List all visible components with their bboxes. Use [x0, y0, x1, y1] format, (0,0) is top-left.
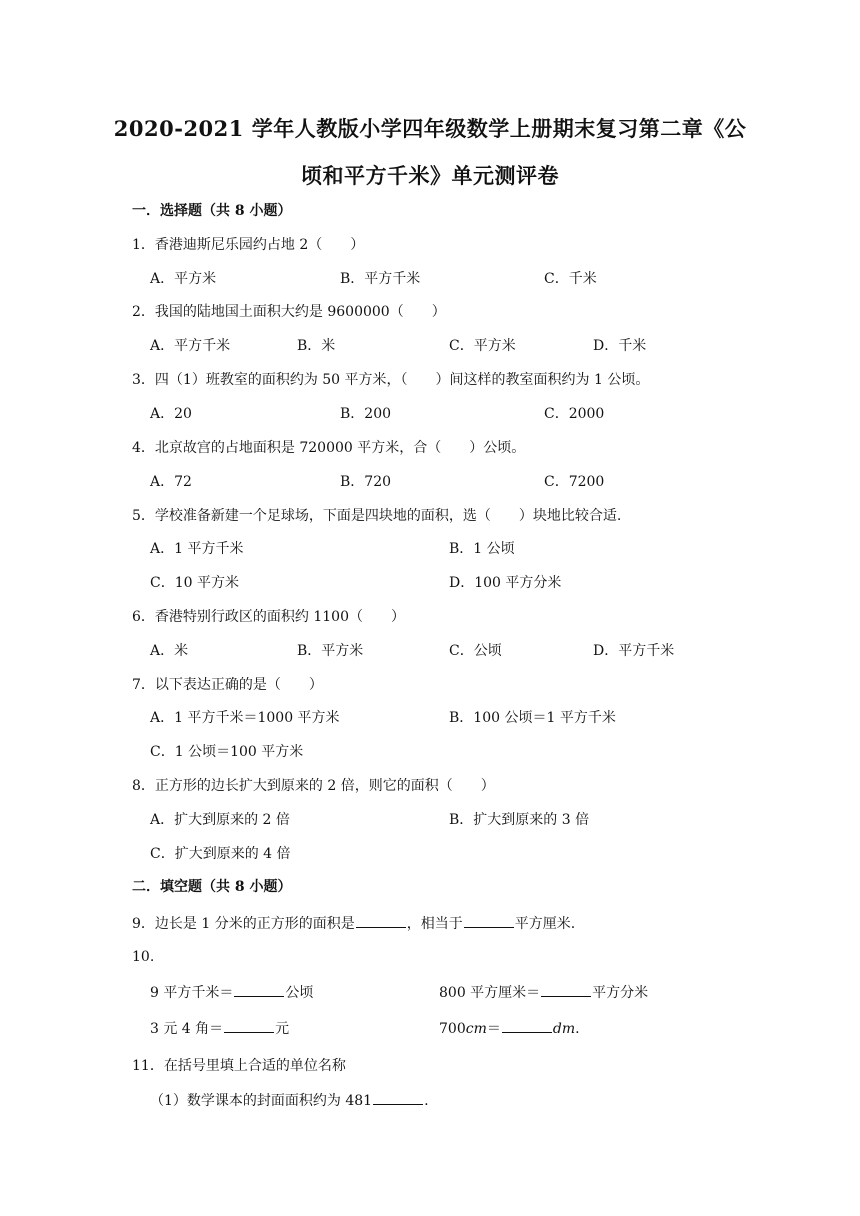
question-11-sub-1-end: .	[424, 1093, 429, 1109]
question-3-option-c: C．2000	[544, 406, 605, 422]
question-6-option-b: B．平方米	[297, 643, 364, 659]
question-10-d-unit-dm: dm	[552, 1021, 576, 1037]
question-3-option-b: B．200	[340, 406, 392, 422]
question-7-option-b: B．100 公顷＝1 平方千米	[449, 710, 616, 726]
question-7-option-c: C．1 公顷＝100 平方米	[150, 744, 304, 760]
question-10-b-unit: 平方分米	[592, 985, 649, 1001]
question-3-stem: 3．四（1）班教室的面积约为 50 平方米，（ ）间这样的教室面积约为 1 公顷。	[132, 372, 650, 388]
question-1-option-c: C．千米	[544, 271, 597, 287]
question-6-option-d: D．平方千米	[593, 643, 675, 659]
question-10-item-b	[439, 982, 648, 1003]
question-8-stem: 8．正方形的边长扩大到原来的 2 倍，则它的面积（ ）	[132, 778, 495, 794]
question-10-b-text: 800 平方厘米＝	[439, 985, 541, 1001]
question-4-option-b: B．720	[340, 474, 392, 490]
question-10-item-a	[150, 982, 313, 1003]
answer-blank[interactable]	[234, 982, 284, 997]
question-9-text-1: 9．边长是 1 分米的正方形的面积是	[132, 916, 355, 932]
question-5-option-d: D．100 平方分米	[449, 575, 562, 591]
question-3-option-a: A．20	[150, 406, 192, 422]
question-5-option-c: C．10 平方米	[150, 575, 239, 591]
question-10-d-unit-cm: cm	[465, 1021, 487, 1037]
question-2-option-d: D．千米	[593, 338, 647, 354]
question-4-option-a: A．72	[150, 474, 192, 490]
question-10-d-value: 700	[439, 1021, 466, 1037]
question-8-option-a: A．扩大到原来的 2 倍	[150, 812, 290, 828]
question-6-stem: 6．香港特别行政区的面积约 1100（ ）	[132, 609, 405, 625]
question-1-stem: 1．香港迪斯尼乐园约占地 2（ ）	[132, 237, 365, 253]
question-9-text-3: 平方厘米.	[514, 916, 576, 932]
question-10-c-unit: 元	[275, 1021, 290, 1037]
question-2-option-a: A．平方千米	[150, 338, 231, 354]
question-6-option-a: A．米	[150, 643, 189, 659]
question-5-stem: 5．学校准备新建一个足球场，下面是四块地的面积，选（ ）块地比较合适.	[132, 508, 622, 524]
question-11-sub-1-text: （1）数学课本的封面面积约为 481	[150, 1093, 373, 1109]
question-5-option-a: A．1 平方千米	[150, 541, 244, 557]
question-7-stem: 7．以下表达正确的是（ ）	[132, 677, 323, 693]
answer-blank[interactable]	[356, 913, 406, 928]
answer-blank[interactable]	[464, 913, 514, 928]
answer-blank[interactable]	[502, 1018, 552, 1033]
question-1-option-a: A．平方米	[150, 271, 217, 287]
question-8-option-c: C．扩大到原来的 4 倍	[150, 846, 291, 862]
question-2-option-c: C．平方米	[449, 338, 516, 354]
answer-blank[interactable]	[541, 982, 591, 997]
question-10-number: 10.	[132, 949, 155, 965]
question-10-a-text: 9 平方千米＝	[150, 985, 234, 1001]
question-11-sub-1	[150, 1090, 429, 1111]
answer-blank[interactable]	[224, 1018, 274, 1033]
question-10-a-unit: 公顷	[285, 985, 314, 1001]
question-10-d-equals: ＝	[486, 1021, 501, 1037]
question-6-option-c: C．公顷	[449, 643, 502, 659]
answer-blank[interactable]	[373, 1090, 423, 1105]
question-9	[132, 913, 575, 934]
question-5-option-b: B．1 公顷	[449, 541, 515, 557]
question-4-stem: 4．北京故宫的占地面积是 720000 平方米，合（ ）公顷。	[132, 440, 526, 456]
question-11-stem: 11．在括号里填上合适的单位名称	[132, 1058, 346, 1074]
question-10-item-d	[439, 1018, 580, 1039]
question-10-d-period: .	[575, 1021, 580, 1037]
section-heading-choice: 一．选择题（共 8 小题）	[132, 203, 292, 219]
page-title-line2: 顷和平方千米》单元测评卷	[301, 163, 559, 188]
question-8-option-b: B．扩大到原来的 3 倍	[449, 812, 590, 828]
question-2-stem: 2．我国的陆地国土面积大约是 9600000（ ）	[132, 304, 446, 320]
question-2-option-b: B．米	[297, 338, 336, 354]
question-10-c-text: 3 元 4 角＝	[150, 1021, 224, 1037]
question-4-option-c: C．7200	[544, 474, 605, 490]
page-title-line1: 2020-2021 学年人教版小学四年级数学上册期末复习第二章《公	[113, 116, 747, 141]
question-9-text-2: ，相当于	[406, 916, 463, 932]
question-10-item-c	[150, 1018, 289, 1039]
question-7-option-a: A．1 平方千米＝1000 平方米	[150, 710, 340, 726]
question-1-option-b: B．平方千米	[340, 271, 421, 287]
section-heading-fill: 二．填空题（共 8 小题）	[132, 879, 292, 895]
